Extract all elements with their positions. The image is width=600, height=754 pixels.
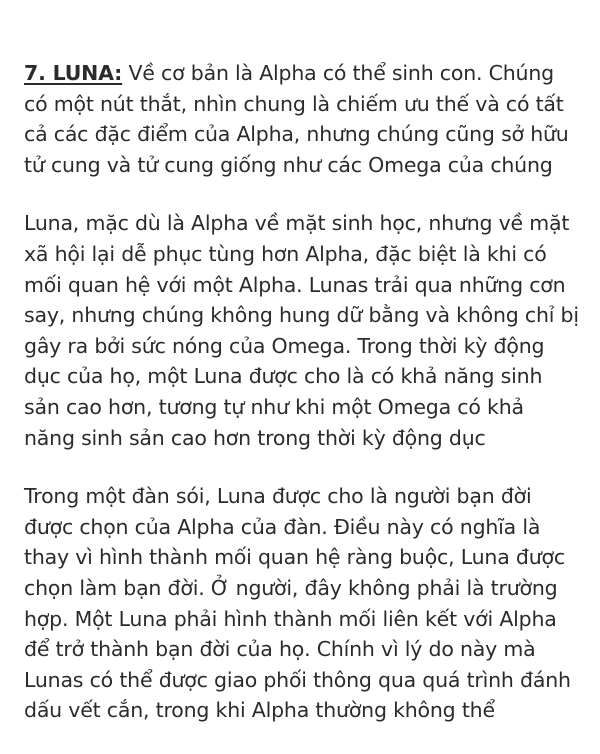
paragraph-3: Trong một đàn sói, Luna được cho là người bạn đời được chọn của Alpha của đàn. Điều này có nghĩa là thay vì hình thành mối quan hệ ràng buộc, Luna được chọn làm bạn đời. Ở người, đây không phải là trường hợp. Một Luna phải hình thành mối liên kết với Alpha để trở thành bạn đời của họ. Chính vì lý do này mà Lunas có thể được giao phối thông qua quá trình đánh dấu vết cắn, trong khi Alpha thường không thể xyxy=(24,484,571,723)
paragraph-1 xyxy=(24,58,580,180)
section-heading: 7. LUNA: xyxy=(24,61,123,85)
paragraph-1-text: Về cơ bản là Alpha có thể sinh con. Chúng có một nút thắt, nhìn chung là chiếm ưu thế và có tất cả các đặc điểm của Alpha, nhưng chúng cũng sở hữu tử cung và tử cung giống như các Omega của chúng xyxy=(24,61,569,177)
paragraph-2: Luna, mặc dù là Alpha về mặt sinh học, nhưng về mặt xã hội lại dễ phục tùng hơn Alpha, đặc biệt là khi có mối quan hệ với một Alpha. Lunas trải qua những cơn say, nhưng chúng không hung dữ bằng và không chỉ bị gây ra bởi sức nóng của Omega. Trong thời kỳ động dục của họ, một Luna được cho là có khả năng sinh sản cao hơn, tương tự như khi một Omega có khả năng sinh sản cao hơn trong thời kỳ động dục xyxy=(24,211,579,450)
article xyxy=(24,58,580,754)
